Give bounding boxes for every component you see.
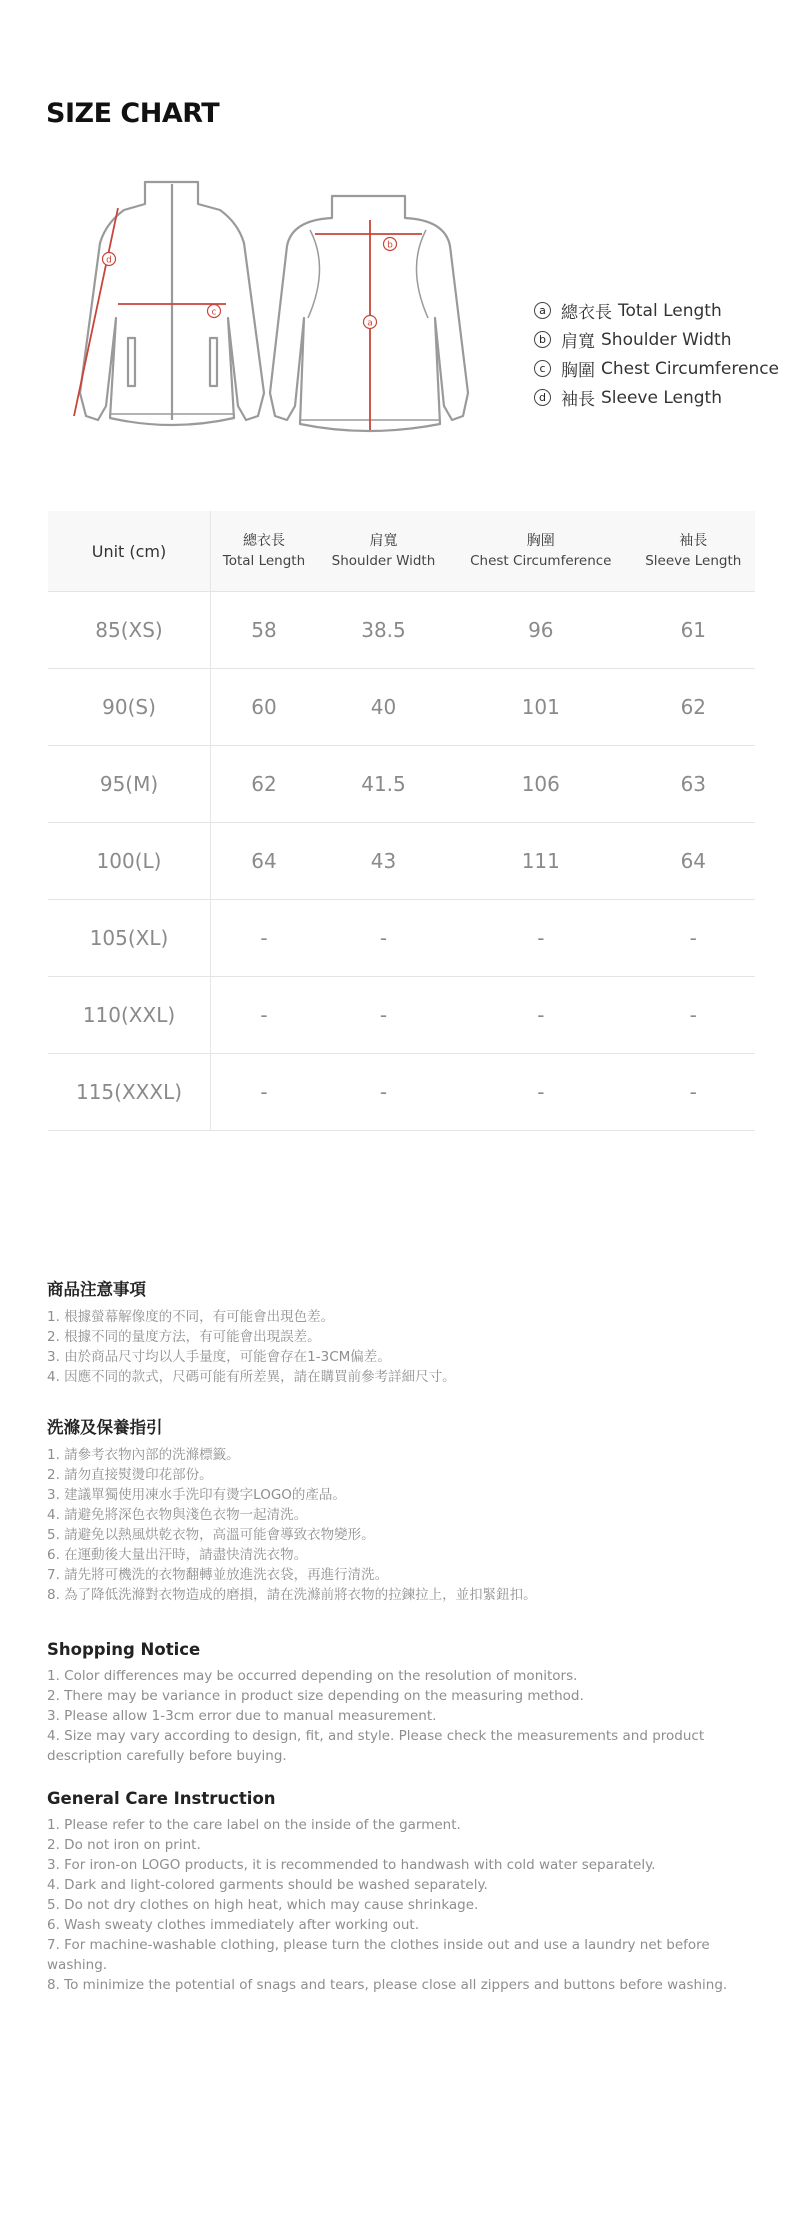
notice-zh-heading: 商品注意事項 xyxy=(47,1280,146,1299)
shoulder-width-cell: - xyxy=(317,977,450,1054)
column-header-en: Chest Circumference xyxy=(470,553,612,569)
list-item: 4. Size may vary according to design, fit, and style. Please check the measurements and product description carefully before buying. xyxy=(47,1728,705,1764)
shoulder-width-cell: - xyxy=(317,1054,450,1131)
unit-header: Unit (cm) xyxy=(48,511,211,592)
size-cell: 90(S) xyxy=(48,669,211,746)
marker-b xyxy=(384,238,397,251)
table-row xyxy=(48,746,755,823)
column-header-total-length xyxy=(211,511,317,592)
marker-d xyxy=(103,253,116,266)
notice-en-section xyxy=(47,1640,767,1766)
marker-a xyxy=(364,316,377,329)
page-title: SIZE CHART xyxy=(46,98,220,129)
table-row xyxy=(48,823,755,900)
sleeve-length-cell: 62 xyxy=(632,669,755,746)
column-header-en: Shoulder Width xyxy=(331,553,436,569)
table-row xyxy=(48,592,755,669)
chest-circumference-cell: 111 xyxy=(450,823,632,900)
table-row xyxy=(48,669,755,746)
legend-label-en: Shoulder Width xyxy=(601,329,732,350)
total-length-cell: - xyxy=(211,1054,317,1131)
table-header-row xyxy=(48,511,755,592)
list-item: 6. Wash sweaty clothes immediately after working out. xyxy=(47,1917,419,1933)
size-table xyxy=(48,511,755,1131)
total-length-cell: 62 xyxy=(211,746,317,823)
notice-en-list xyxy=(47,1666,767,1766)
size-cell: 95(M) xyxy=(48,746,211,823)
chest-circumference-cell: 101 xyxy=(450,669,632,746)
column-header-zh: 肩寬 xyxy=(369,533,398,549)
shoulder-width-cell: 41.5 xyxy=(317,746,450,823)
svg-text:c: c xyxy=(211,307,217,318)
list-item: 7. For machine-washable clothing, please turn the clothes inside out and use a laundry net before washing. xyxy=(47,1937,710,1973)
legend-label-en: Sleeve Length xyxy=(601,387,722,408)
list-item: 5. Do not dry clothes on high heat, which may cause shrinkage. xyxy=(47,1897,479,1913)
list-item: 6. 在運動後大量出汗時，請盡快清洗衣物。 xyxy=(47,1547,308,1563)
svg-text:d: d xyxy=(106,255,112,266)
sleeve-length-cell: - xyxy=(632,900,755,977)
legend-item-chest-circumference xyxy=(534,354,779,383)
list-item: 2. 根據不同的量度方法，有可能會出現誤差。 xyxy=(47,1329,321,1345)
size-cell: 115(XXXL) xyxy=(48,1054,211,1131)
sleeve-length-cell: - xyxy=(632,1054,755,1131)
legend-item-sleeve-length xyxy=(534,383,779,412)
list-item: 5. 請避免以熱風烘乾衣物，高溫可能會導致衣物變形。 xyxy=(47,1527,375,1543)
chest-circumference-cell: - xyxy=(450,900,632,977)
column-header-zh: 總衣長 xyxy=(242,533,285,549)
legend-label-en: Total Length xyxy=(618,300,722,321)
list-item: 1. 根據螢幕解像度的不同，有可能會出現色差。 xyxy=(47,1309,335,1325)
marker-c xyxy=(208,305,221,318)
size-cell: 110(XXL) xyxy=(48,977,211,1054)
list-item: 1. Color differences may be occurred depending on the resolution of monitors. xyxy=(47,1668,578,1684)
legend-label-zh: 肩寬 xyxy=(561,332,595,352)
care-en-list xyxy=(47,1815,767,1995)
list-item: 2. There may be variance in product size depending on the measuring method. xyxy=(47,1688,584,1704)
measurement-legend xyxy=(534,296,779,412)
chest-circumference-cell: - xyxy=(450,977,632,1054)
sleeve-length-cell: 61 xyxy=(632,592,755,669)
shoulder-width-cell: 38.5 xyxy=(317,592,450,669)
svg-text:b: b xyxy=(387,240,393,251)
list-item: 2. 請勿直接熨燙印花部份。 xyxy=(47,1467,213,1483)
svg-text:a: a xyxy=(367,318,373,329)
list-item: 1. 請參考衣物內部的洗滌標籤。 xyxy=(47,1447,240,1463)
care-en-heading: General Care Instruction xyxy=(47,1789,276,1808)
column-header-shoulder-width xyxy=(317,511,450,592)
size-cell: 100(L) xyxy=(48,823,211,900)
shoulder-width-cell: - xyxy=(317,900,450,977)
total-length-cell: 58 xyxy=(211,592,317,669)
sleeve-length-cell: - xyxy=(632,977,755,1054)
notice-zh-list xyxy=(47,1307,767,1387)
shoulder-width-cell: 40 xyxy=(317,669,450,746)
legend-marker-a: a xyxy=(534,302,551,319)
list-item: 4. Dark and light-colored garments should be washed separately. xyxy=(47,1877,488,1893)
notice-en-heading: Shopping Notice xyxy=(47,1640,201,1659)
column-header-sleeve-length xyxy=(632,511,755,592)
list-item: 4. 請避免將深色衣物與淺色衣物一起清洗。 xyxy=(47,1507,308,1523)
jacket-back-illustration xyxy=(270,196,468,431)
total-length-cell: 60 xyxy=(211,669,317,746)
legend-item-total-length xyxy=(534,296,779,325)
table-row xyxy=(48,1054,755,1131)
list-item: 3. 由於商品尺寸均以人手量度，可能會存在1-3CM偏差。 xyxy=(47,1349,391,1365)
legend-label-zh: 袖長 xyxy=(561,390,595,410)
column-header-en: Total Length xyxy=(222,553,306,569)
measure-lines-front xyxy=(74,208,226,416)
chest-circumference-cell: - xyxy=(450,1054,632,1131)
total-length-cell: 64 xyxy=(211,823,317,900)
shoulder-width-cell: 43 xyxy=(317,823,450,900)
legend-marker-c: c xyxy=(534,360,551,377)
list-item: 3. 建議單獨使用凍水手洗印有燙字LOGO的產品。 xyxy=(47,1487,346,1503)
legend-marker-b: b xyxy=(534,331,551,348)
chest-circumference-cell: 106 xyxy=(450,746,632,823)
care-zh-heading: 洗滌及保養指引 xyxy=(47,1418,163,1437)
column-header-zh: 袖長 xyxy=(679,533,708,549)
list-item: 3. Please allow 1-3cm error due to manual measurement. xyxy=(47,1708,437,1724)
care-zh-list xyxy=(47,1445,767,1605)
list-item: 3. For iron-on LOGO products, it is recommended to handwash with cold water separately. xyxy=(47,1857,656,1873)
legend-label-en: Chest Circumference xyxy=(601,358,780,379)
jacket-diagram xyxy=(50,168,490,448)
total-length-cell: - xyxy=(211,900,317,977)
list-item: 2. Do not iron on print. xyxy=(47,1837,201,1853)
care-en-section xyxy=(47,1789,767,1995)
legend-label-zh: 總衣長 xyxy=(561,303,612,323)
column-header-zh: 胸圍 xyxy=(526,533,555,549)
legend-label-zh: 胸圍 xyxy=(561,361,595,381)
list-item: 4. 因應不同的款式，尺碼可能有所差異，請在購買前參考詳細尺寸。 xyxy=(47,1369,456,1385)
total-length-cell: - xyxy=(211,977,317,1054)
size-cell: 105(XL) xyxy=(48,900,211,977)
list-item: 8. 為了降低洗滌對衣物造成的磨損，請在洗滌前將衣物的拉鍊拉上，並扣緊鈕扣。 xyxy=(47,1587,537,1603)
size-cell: 85(XS) xyxy=(48,592,211,669)
sleeve-length-cell: 63 xyxy=(632,746,755,823)
column-header-en: Sleeve Length xyxy=(645,553,742,569)
column-header-chest-circumference xyxy=(450,511,632,592)
legend-marker-d: d xyxy=(534,389,551,406)
legend-item-shoulder-width xyxy=(534,325,779,354)
table-row xyxy=(48,900,755,977)
list-item: 7. 請先將可機洗的衣物翻轉並放進洗衣袋，再進行清洗。 xyxy=(47,1567,389,1583)
care-zh-section xyxy=(47,1414,767,1605)
sleeve-length-cell: 64 xyxy=(632,823,755,900)
list-item: 8. To minimize the potential of snags and tears, please close all zippers and buttons before washing. xyxy=(47,1977,728,1993)
notice-zh-section xyxy=(47,1276,767,1387)
chest-circumference-cell: 96 xyxy=(450,592,632,669)
list-item: 1. Please refer to the care label on the inside of the garment. xyxy=(47,1817,461,1833)
table-row xyxy=(48,977,755,1054)
